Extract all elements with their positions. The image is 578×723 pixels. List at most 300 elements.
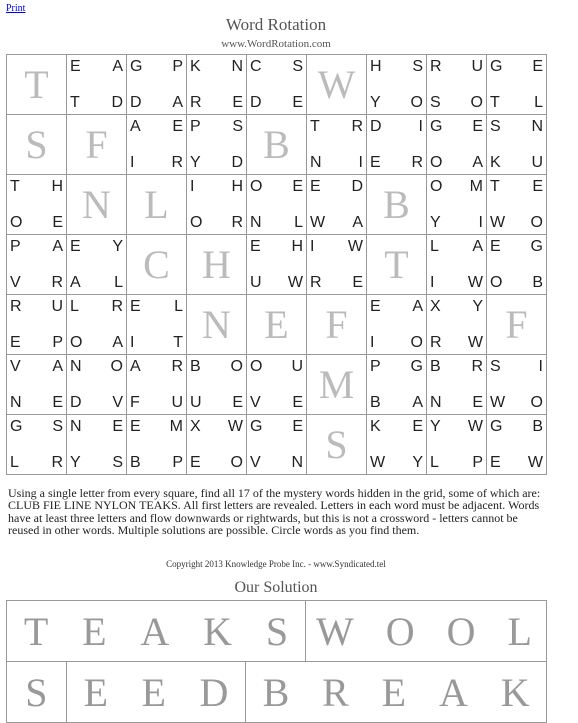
grid-letter: L <box>174 298 183 315</box>
grid-letter: V <box>10 274 21 291</box>
grid-square <box>67 415 127 475</box>
grid-letter: U <box>51 298 63 315</box>
grid-square <box>247 115 307 175</box>
grid-row <box>7 355 547 415</box>
revealed-first-letter: F <box>505 302 528 347</box>
grid-letter: E <box>52 214 63 231</box>
grid-square <box>427 55 487 115</box>
grid-square <box>127 295 187 355</box>
grid-letter: E <box>370 154 381 171</box>
solution-letter: E <box>381 670 407 715</box>
grid-letter: W <box>490 394 506 411</box>
revealed-first-letter: E <box>264 302 289 347</box>
print-link[interactable]: Print <box>6 3 26 14</box>
grid-letter: E <box>232 394 243 411</box>
solution-letter: S <box>25 670 48 715</box>
grid-letter: N <box>231 58 243 75</box>
grid-letter: N <box>291 454 303 471</box>
grid-square <box>367 235 427 295</box>
grid-letter: W <box>467 274 483 291</box>
grid-letter: E <box>250 238 261 255</box>
grid-square <box>487 415 547 475</box>
grid-letter: N <box>531 118 543 135</box>
grid-letter: R <box>471 358 483 375</box>
grid-letter: W <box>490 214 506 231</box>
grid-letter: R <box>111 298 123 315</box>
grid-letter: A <box>112 334 123 351</box>
grid-letter: G <box>130 58 143 75</box>
grid-square <box>247 295 307 355</box>
grid-letter: U <box>531 154 543 171</box>
grid-letter: W <box>287 274 303 291</box>
grid-letter: L <box>430 454 439 471</box>
grid-letter: S <box>292 58 303 75</box>
grid-letter: R <box>10 298 22 315</box>
grid-square <box>487 115 547 175</box>
revealed-first-letter: T <box>384 242 409 287</box>
solution-letter: S <box>265 609 289 654</box>
grid-square <box>367 115 427 175</box>
grid-square <box>127 55 187 115</box>
grid-letter: D <box>370 118 382 135</box>
grid-square <box>487 235 547 295</box>
grid-letter: E <box>52 394 63 411</box>
grid-letter: S <box>412 58 423 75</box>
grid-square <box>247 415 307 475</box>
grid-letter: N <box>250 214 262 231</box>
grid-square <box>187 175 247 235</box>
grid-square <box>367 295 427 355</box>
grid-letter: Y <box>370 94 381 111</box>
grid-letter: D <box>130 94 142 111</box>
grid-letter: V <box>250 394 261 411</box>
solution-letter: T <box>23 609 49 654</box>
grid-letter: T <box>173 334 183 351</box>
grid-letter: G <box>250 418 263 435</box>
grid-letter: A <box>112 58 123 75</box>
grid-letter: E <box>172 118 183 135</box>
revealed-first-letter: F <box>85 122 108 167</box>
grid-letter: B <box>370 394 381 411</box>
grid-letter: B <box>532 418 543 435</box>
grid-letter: B <box>532 274 543 291</box>
grid-letter: R <box>171 154 183 171</box>
grid-letter: F <box>130 394 140 411</box>
grid-letter: E <box>472 118 483 135</box>
solution-word-teaks <box>7 601 306 662</box>
grid-square <box>127 235 187 295</box>
grid-letter: Y <box>190 154 201 171</box>
revealed-first-letter: T <box>24 62 49 107</box>
grid-square <box>487 295 547 355</box>
grid-square <box>487 175 547 235</box>
grid-square <box>7 55 67 115</box>
grid-letter: M <box>169 418 183 435</box>
grid-square <box>307 355 367 415</box>
grid-letter: A <box>352 214 363 231</box>
grid-square <box>7 295 67 355</box>
revealed-first-letter: F <box>325 302 348 347</box>
grid-letter: Y <box>70 454 81 471</box>
grid-square <box>427 355 487 415</box>
grid-letter: N <box>310 154 322 171</box>
grid-letter: D <box>250 94 262 111</box>
grid-letter: R <box>430 58 442 75</box>
grid-letter: G <box>530 238 543 255</box>
grid-letter: E <box>490 238 501 255</box>
grid-square <box>67 175 127 235</box>
grid-letter: E <box>292 94 303 111</box>
grid-letter: E <box>70 58 81 75</box>
grid-square <box>367 355 427 415</box>
grid-letter: O <box>530 394 543 411</box>
grid-letter: S <box>112 454 123 471</box>
grid-letter: R <box>231 214 243 231</box>
grid-square <box>367 55 427 115</box>
grid-letter: E <box>190 454 201 471</box>
grid-letter: Y <box>112 238 123 255</box>
grid-letter: A <box>130 358 141 375</box>
grid-letter: N <box>70 358 82 375</box>
solution-letter: K <box>500 670 530 715</box>
solution-letter: O <box>446 609 476 654</box>
solution-letter: W <box>316 609 354 654</box>
solution-letter: A <box>140 609 170 654</box>
grid-letter: W <box>467 334 483 351</box>
grid-letter: H <box>231 178 243 195</box>
grid-letter: T <box>10 178 20 195</box>
grid-letter: S <box>430 94 441 111</box>
revealed-first-letter: N <box>202 302 231 347</box>
grid-square <box>67 355 127 415</box>
grid-letter: N <box>70 418 82 435</box>
grid-letter: S <box>232 118 243 135</box>
grid-letter: I <box>310 238 315 255</box>
grid-square <box>67 235 127 295</box>
grid-letter: O <box>230 358 243 375</box>
grid-row <box>7 295 547 355</box>
grid-square <box>487 355 547 415</box>
grid-letter: R <box>51 454 63 471</box>
grid-letter: N <box>430 394 442 411</box>
grid-letter: O <box>230 454 243 471</box>
revealed-first-letter: N <box>82 182 111 227</box>
grid-letter: R <box>411 154 423 171</box>
grid-letter: I <box>358 154 363 171</box>
grid-square <box>307 235 367 295</box>
grid-letter: U <box>291 358 303 375</box>
grid-letter: S <box>490 118 501 135</box>
grid-letter: V <box>10 358 21 375</box>
grid-square <box>427 115 487 175</box>
grid-letter: Y <box>430 418 441 435</box>
grid-letter: R <box>190 94 202 111</box>
grid-letter: E <box>130 418 141 435</box>
grid-letter: O <box>70 334 83 351</box>
grid-letter: U <box>471 58 483 75</box>
grid-row <box>7 175 547 235</box>
grid-letter: P <box>190 118 201 135</box>
grid-letter: O <box>530 214 543 231</box>
solution-letter: K <box>203 609 232 654</box>
grid-square <box>7 115 67 175</box>
grid-letter: L <box>10 454 19 471</box>
grid-letter: L <box>114 274 123 291</box>
grid-letter: G <box>10 418 23 435</box>
site-url: www.WordRotation.com <box>221 38 331 50</box>
grid-square <box>67 55 127 115</box>
grid-letter: O <box>430 178 443 195</box>
grid-letter: S <box>52 418 63 435</box>
grid-square <box>187 355 247 415</box>
grid-letter: E <box>472 394 483 411</box>
grid-letter: P <box>172 58 183 75</box>
grid-square <box>187 295 247 355</box>
page-title: Word Rotation <box>225 15 327 34</box>
grid-square <box>7 415 67 475</box>
grid-letter: Y <box>412 454 423 471</box>
grid-letter: E <box>70 238 81 255</box>
solution-word-s <box>7 662 67 723</box>
grid-square <box>307 175 367 235</box>
grid-letter: O <box>430 154 443 171</box>
grid-letter: N <box>10 394 22 411</box>
instructions: Using a single letter from every square, find all 17 of the mystery words hidden in the grid, some of which are: CLUB FIE LINE NYLON TEAKS. All first letters are revealed. Letters in each word must be adjacent. Words have at least three letters and flow downwards or rightwards, but this is not a crossword - letters cannot be reused in other words. Multiple solutions are possible. Circle words as you find them. <box>8 486 541 538</box>
grid-square <box>307 415 367 475</box>
grid-letter: X <box>430 298 441 315</box>
grid-letter: A <box>472 238 483 255</box>
grid-letter: O <box>410 94 423 111</box>
revealed-first-letter: H <box>202 242 231 287</box>
grid-letter: O <box>410 334 423 351</box>
grid-letter: R <box>171 358 183 375</box>
grid-letter: T <box>490 94 500 111</box>
solution-word-break <box>246 662 547 723</box>
grid-letter: D <box>351 178 363 195</box>
grid-square <box>487 55 547 115</box>
grid-square <box>67 115 127 175</box>
grid-letter: B <box>430 358 441 375</box>
grid-letter: O <box>250 358 263 375</box>
grid-letter: W <box>467 418 483 435</box>
solution-letter: B <box>262 670 290 715</box>
revealed-first-letter: M <box>318 362 355 407</box>
grid-letter: I <box>370 334 375 351</box>
grid-letter: E <box>232 94 243 111</box>
grid-square <box>427 235 487 295</box>
solution-word-wool <box>306 601 547 662</box>
copyright: Copyright 2013 Knowledge Probe Inc. - www.Syndicated.tel <box>166 559 386 569</box>
grid-letter: H <box>291 238 303 255</box>
grid-letter: R <box>430 334 442 351</box>
solution-grid <box>6 600 547 723</box>
grid-square <box>187 235 247 295</box>
grid-square <box>7 175 67 235</box>
grid-letter: D <box>111 94 123 111</box>
grid-square <box>247 175 307 235</box>
grid-letter: R <box>351 118 363 135</box>
grid-square <box>67 295 127 355</box>
grid-square <box>307 295 367 355</box>
grid-letter: O <box>110 358 123 375</box>
grid-square <box>187 55 247 115</box>
grid-letter: L <box>534 94 543 111</box>
grid-letter: U <box>171 394 183 411</box>
grid-letter: E <box>532 178 543 195</box>
grid-letter: A <box>412 394 423 411</box>
grid-square <box>247 355 307 415</box>
grid-letter: K <box>190 58 201 75</box>
grid-square <box>427 415 487 475</box>
grid-square <box>307 55 367 115</box>
grid-letter: H <box>51 178 63 195</box>
grid-letter: A <box>52 358 63 375</box>
grid-letter: P <box>370 358 381 375</box>
grid-letter: I <box>430 274 435 291</box>
grid-letter: Y <box>472 298 483 315</box>
grid-letter: W <box>310 214 326 231</box>
grid-letter: D <box>70 394 82 411</box>
grid-row <box>7 415 547 475</box>
grid-letter: L <box>294 214 303 231</box>
grid-letter: P <box>10 238 21 255</box>
grid-square <box>127 175 187 235</box>
grid-square <box>427 175 487 235</box>
grid-letter: B <box>190 358 201 375</box>
solution-letter: E <box>83 670 108 715</box>
grid-square <box>367 415 427 475</box>
solution-letter: O <box>385 609 415 654</box>
grid-letter: G <box>430 118 443 135</box>
revealed-first-letter: L <box>144 182 169 227</box>
grid-letter: E <box>10 334 21 351</box>
grid-letter: E <box>370 298 381 315</box>
grid-letter: O <box>250 178 263 195</box>
grid-letter: U <box>250 274 262 291</box>
grid-letter: V <box>250 454 261 471</box>
grid-letter: Y <box>430 214 441 231</box>
grid-letter: A <box>70 274 81 291</box>
grid-letter: L <box>70 298 79 315</box>
grid-letter: I <box>130 154 135 171</box>
grid-letter: E <box>532 58 543 75</box>
grid-letter: T <box>70 94 80 111</box>
puzzle-grid <box>6 54 547 475</box>
grid-square <box>7 235 67 295</box>
revealed-first-letter: B <box>263 122 290 167</box>
grid-row <box>7 235 547 295</box>
grid-letter: G <box>490 418 503 435</box>
grid-letter: G <box>490 58 503 75</box>
solution-letter: E <box>141 670 166 715</box>
grid-letter: E <box>292 418 303 435</box>
grid-letter: A <box>130 118 141 135</box>
grid-letter: X <box>190 418 201 435</box>
grid-letter: H <box>370 58 382 75</box>
grid-square <box>127 355 187 415</box>
grid-letter: A <box>472 154 483 171</box>
grid-letter: V <box>112 394 123 411</box>
grid-letter: U <box>190 394 202 411</box>
grid-square <box>187 415 247 475</box>
grid-letter: W <box>527 454 543 471</box>
grid-letter: C <box>250 58 262 75</box>
solution-title: Our Solution <box>234 579 318 596</box>
solution-letter: A <box>438 670 468 715</box>
solution-letter: E <box>82 609 107 654</box>
revealed-first-letter: C <box>143 242 170 287</box>
grid-row <box>7 55 547 115</box>
grid-letter: T <box>310 118 320 135</box>
solution-row <box>7 662 547 723</box>
grid-letter: B <box>130 454 141 471</box>
grid-letter: E <box>130 298 141 315</box>
grid-letter: D <box>231 154 243 171</box>
grid-letter: E <box>292 178 303 195</box>
grid-letter: E <box>490 454 501 471</box>
grid-letter: I <box>190 178 195 195</box>
grid-square <box>127 115 187 175</box>
grid-letter: K <box>490 154 501 171</box>
grid-letter: I <box>478 214 483 231</box>
solution-row <box>7 601 547 662</box>
solution-letter: D <box>199 670 229 715</box>
grid-letter: O <box>10 214 23 231</box>
grid-letter: E <box>352 274 363 291</box>
grid-letter: W <box>227 418 243 435</box>
grid-letter: A <box>412 298 423 315</box>
grid-letter: E <box>412 418 423 435</box>
grid-letter: O <box>490 274 503 291</box>
grid-letter: I <box>538 358 543 375</box>
grid-letter: O <box>190 214 203 231</box>
grid-letter: K <box>370 418 381 435</box>
grid-letter: W <box>370 454 386 471</box>
grid-letter: I <box>130 334 135 351</box>
grid-letter: W <box>347 238 363 255</box>
grid-letter: R <box>51 274 63 291</box>
grid-square <box>367 175 427 235</box>
solution-letter: L <box>507 609 532 654</box>
revealed-first-letter: S <box>25 122 48 167</box>
grid-letter: P <box>52 334 63 351</box>
grid-letter: G <box>410 358 423 375</box>
grid-row <box>7 115 547 175</box>
grid-letter: P <box>172 454 183 471</box>
grid-letter: O <box>470 94 483 111</box>
grid-letter: A <box>52 238 63 255</box>
revealed-first-letter: S <box>325 422 348 467</box>
grid-square <box>307 115 367 175</box>
grid-letter: T <box>490 178 500 195</box>
grid-letter: E <box>310 178 321 195</box>
grid-letter: I <box>418 118 423 135</box>
grid-square <box>187 115 247 175</box>
grid-letter: E <box>292 394 303 411</box>
solution-letter: R <box>322 670 349 715</box>
revealed-first-letter: W <box>317 62 356 107</box>
grid-letter: E <box>112 418 123 435</box>
grid-letter: R <box>310 274 322 291</box>
solution-word-fed <box>66 662 245 723</box>
grid-square <box>247 235 307 295</box>
grid-letter: S <box>490 358 501 375</box>
revealed-first-letter: B <box>383 182 410 227</box>
grid-letter: M <box>469 178 483 195</box>
grid-letter: L <box>430 238 439 255</box>
grid-square <box>247 55 307 115</box>
grid-letter: A <box>172 94 183 111</box>
